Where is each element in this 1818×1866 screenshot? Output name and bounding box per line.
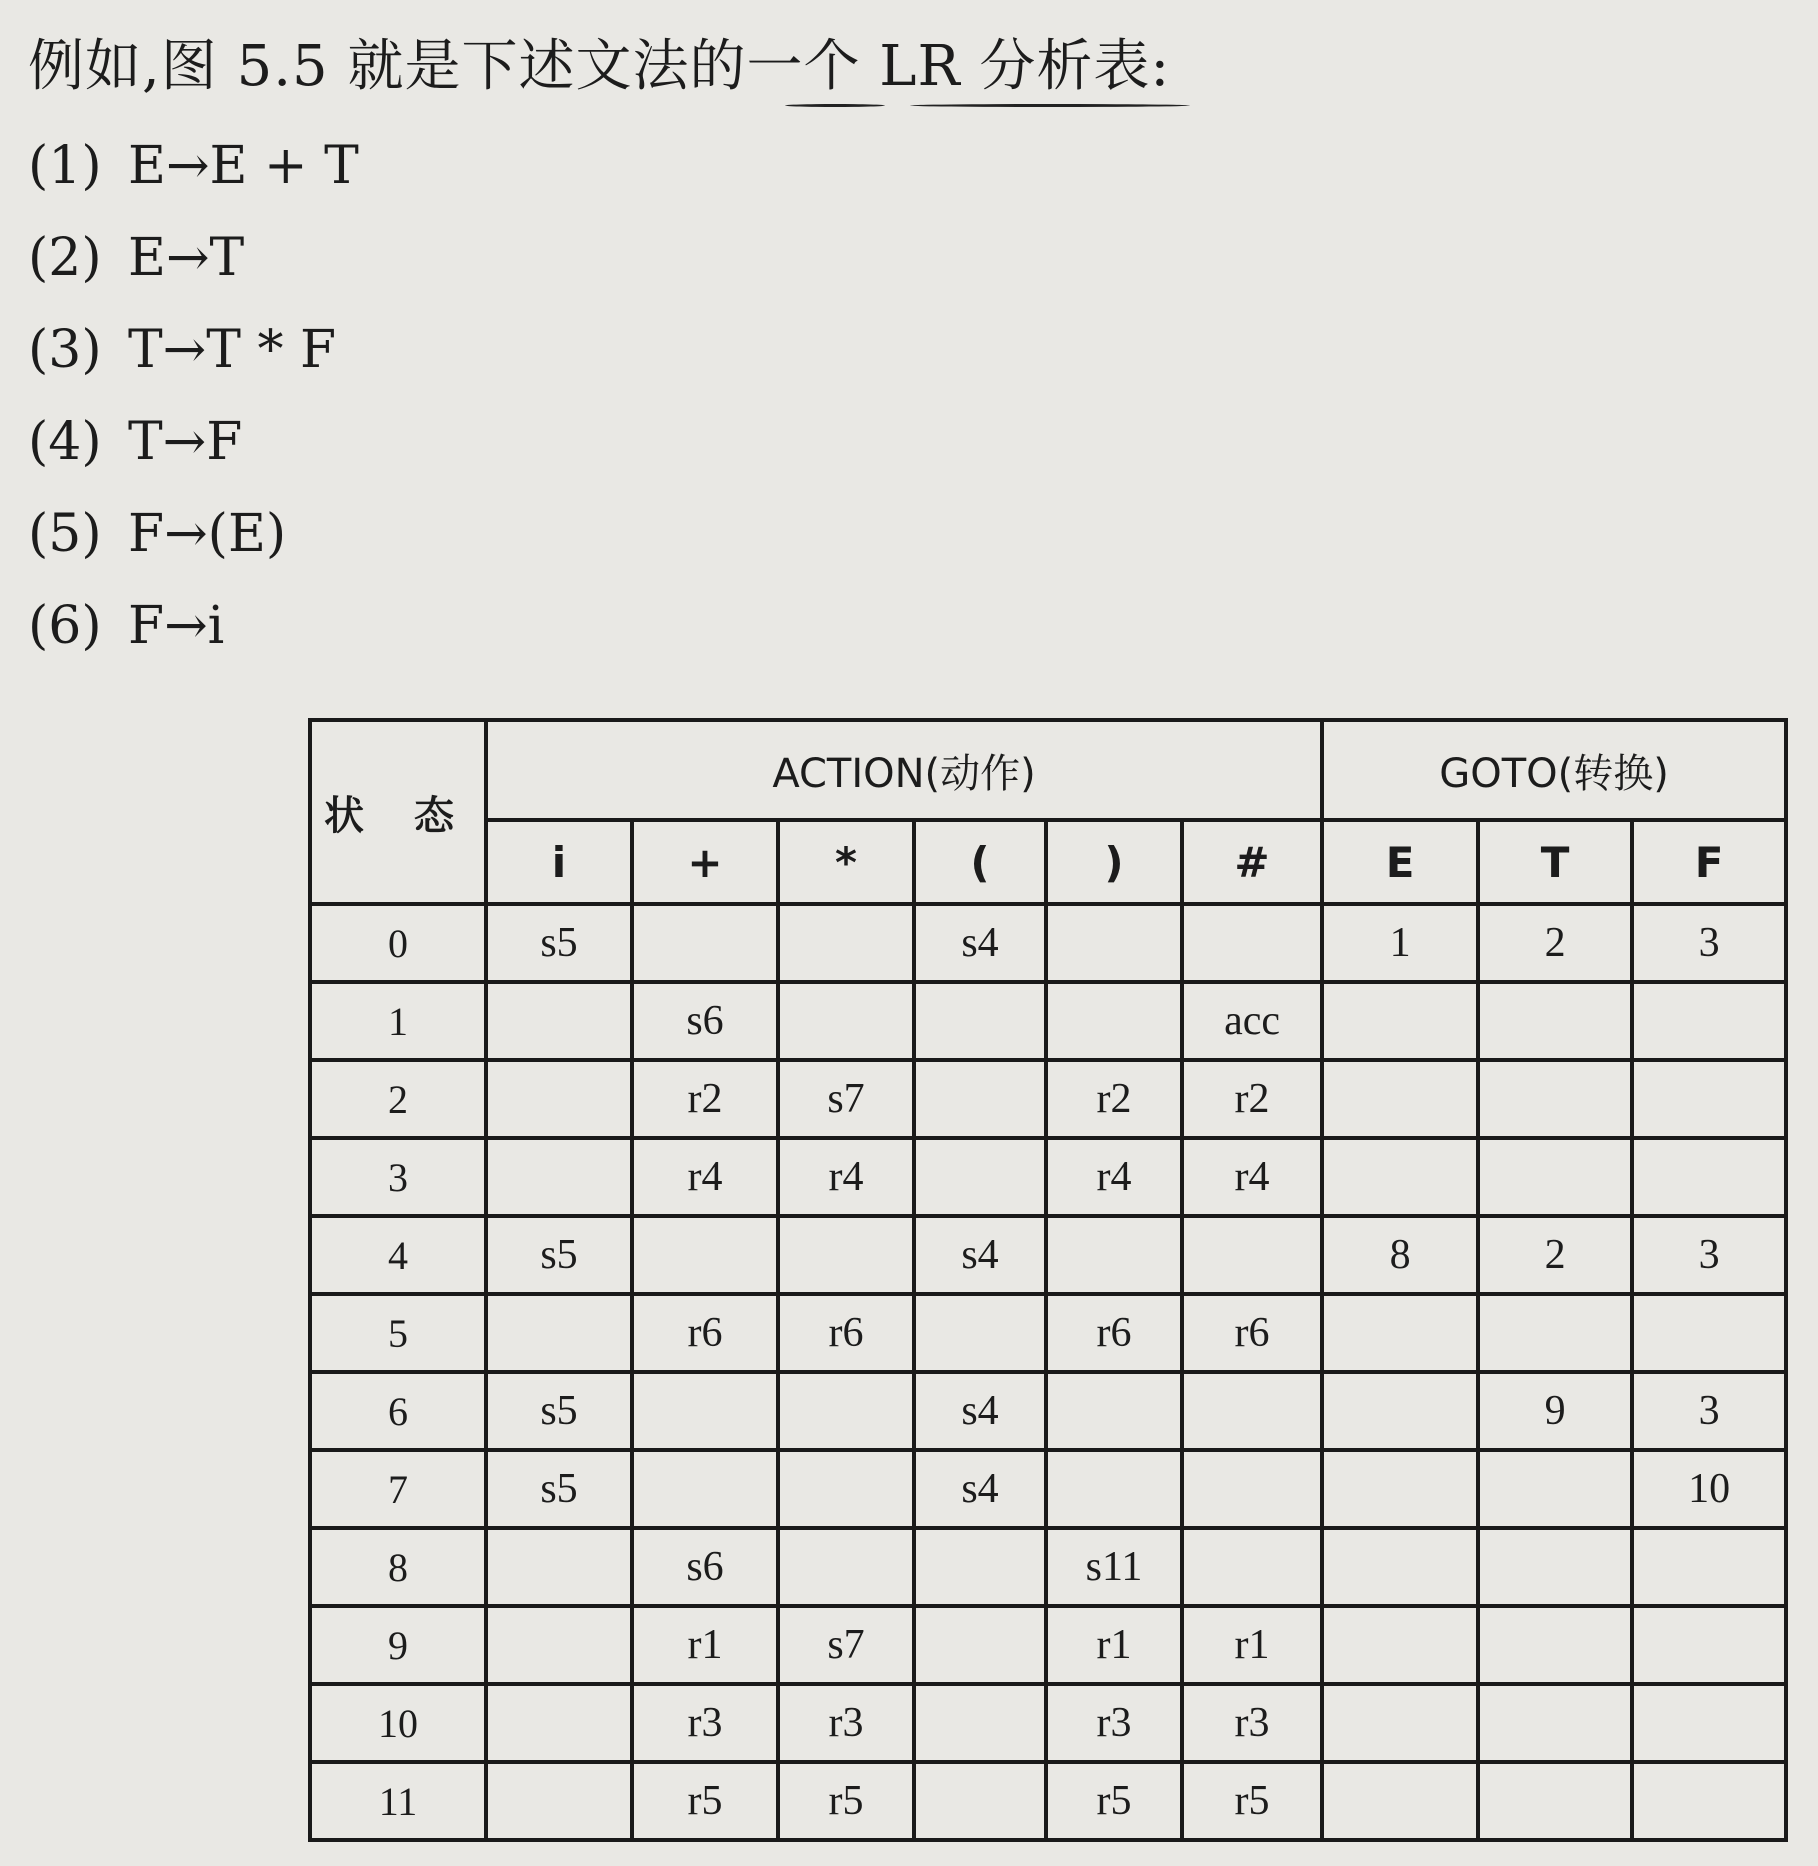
- column-header: ): [1046, 820, 1182, 904]
- column-header: F: [1632, 820, 1786, 904]
- action-cell: [1046, 1450, 1182, 1528]
- goto-cell: 1: [1322, 904, 1478, 982]
- goto-header: GOTO(转换): [1322, 720, 1786, 820]
- column-header: *: [778, 820, 914, 904]
- column-header: E: [1322, 820, 1478, 904]
- goto-cell: [1322, 1762, 1478, 1840]
- action-cell: s7: [778, 1060, 914, 1138]
- goto-cell: [1632, 1294, 1786, 1372]
- table-body: [310, 904, 1786, 1840]
- column-header: i: [486, 820, 632, 904]
- goto-cell: [1322, 1684, 1478, 1762]
- state-cell: 1: [310, 982, 486, 1060]
- action-cell: [632, 1216, 778, 1294]
- rule-number: (5): [28, 504, 102, 564]
- state-cell: 8: [310, 1528, 486, 1606]
- action-cell: s11: [1046, 1528, 1182, 1606]
- action-cell: r5: [1046, 1762, 1182, 1840]
- goto-cell: [1478, 1138, 1632, 1216]
- goto-cell: [1632, 1138, 1786, 1216]
- action-cell: r3: [632, 1684, 778, 1762]
- rule-number: (1): [28, 136, 102, 196]
- action-cell: r5: [632, 1762, 778, 1840]
- goto-cell: [1478, 1294, 1632, 1372]
- action-cell: r6: [1182, 1294, 1322, 1372]
- action-header: ACTION(动作): [486, 720, 1322, 820]
- action-cell: [632, 904, 778, 982]
- goto-cell: 3: [1632, 1372, 1786, 1450]
- rule-production: E→T: [128, 228, 245, 288]
- column-header: T: [1478, 820, 1632, 904]
- action-cell: [914, 1606, 1046, 1684]
- goto-cell: [1632, 1606, 1786, 1684]
- goto-cell: 2: [1478, 1216, 1632, 1294]
- action-cell: [1046, 982, 1182, 1060]
- action-cell: r3: [1046, 1684, 1182, 1762]
- action-cell: [486, 1294, 632, 1372]
- goto-cell: 3: [1632, 1216, 1786, 1294]
- action-cell: [914, 1528, 1046, 1606]
- table-row: [310, 1138, 1786, 1216]
- state-cell: 6: [310, 1372, 486, 1450]
- table-row: [310, 1372, 1786, 1450]
- state-cell: 11: [310, 1762, 486, 1840]
- action-cell: r1: [1182, 1606, 1322, 1684]
- rule-number: (2): [28, 228, 102, 288]
- action-cell: r5: [778, 1762, 914, 1840]
- action-cell: s4: [914, 1216, 1046, 1294]
- action-cell: r5: [1182, 1762, 1322, 1840]
- goto-cell: 8: [1322, 1216, 1478, 1294]
- action-cell: [778, 1372, 914, 1450]
- action-cell: r6: [778, 1294, 914, 1372]
- goto-cell: 2: [1478, 904, 1632, 982]
- action-cell: [1046, 1372, 1182, 1450]
- action-cell: [632, 1372, 778, 1450]
- goto-cell: [1322, 1606, 1478, 1684]
- state-header: 状 态: [310, 720, 486, 904]
- action-cell: r4: [1182, 1138, 1322, 1216]
- action-cell: [1182, 1216, 1322, 1294]
- goto-cell: 3: [1632, 904, 1786, 982]
- action-cell: acc: [1182, 982, 1322, 1060]
- goto-cell: [1632, 1762, 1786, 1840]
- action-cell: r4: [1046, 1138, 1182, 1216]
- action-cell: [632, 1450, 778, 1528]
- action-cell: [778, 1450, 914, 1528]
- goto-cell: [1478, 1060, 1632, 1138]
- table-row: [310, 904, 1786, 982]
- action-cell: [778, 1216, 914, 1294]
- action-cell: [1046, 1216, 1182, 1294]
- action-cell: [914, 1138, 1046, 1216]
- action-cell: s6: [632, 1528, 778, 1606]
- action-cell: [486, 1606, 632, 1684]
- action-cell: [914, 1294, 1046, 1372]
- rule-production: E→E + T: [128, 136, 359, 196]
- action-cell: [1182, 1528, 1322, 1606]
- table-row: [310, 1606, 1786, 1684]
- goto-cell: [1322, 1372, 1478, 1450]
- goto-cell: [1322, 1528, 1478, 1606]
- goto-cell: [1632, 1684, 1786, 1762]
- table-row: [310, 982, 1786, 1060]
- goto-cell: [1632, 982, 1786, 1060]
- action-cell: [1182, 904, 1322, 982]
- goto-cell: [1322, 1060, 1478, 1138]
- action-cell: r2: [632, 1060, 778, 1138]
- grammar-rule: [28, 212, 359, 304]
- action-cell: s5: [486, 1216, 632, 1294]
- goto-cell: [1478, 1684, 1632, 1762]
- action-cell: [1046, 904, 1182, 982]
- table-row: [310, 1060, 1786, 1138]
- action-cell: s6: [632, 982, 778, 1060]
- goto-cell: 10: [1632, 1450, 1786, 1528]
- state-cell: 10: [310, 1684, 486, 1762]
- action-cell: s4: [914, 904, 1046, 982]
- grammar-rule: [28, 580, 359, 672]
- table-row: [310, 1684, 1786, 1762]
- state-cell: 2: [310, 1060, 486, 1138]
- action-cell: s7: [778, 1606, 914, 1684]
- action-cell: s5: [486, 904, 632, 982]
- action-cell: s5: [486, 1372, 632, 1450]
- grammar-rules: [28, 120, 359, 672]
- state-cell: 9: [310, 1606, 486, 1684]
- table-row: [310, 1216, 1786, 1294]
- lr-parse-table: [308, 718, 1788, 1842]
- rule-number: (4): [28, 412, 102, 472]
- rule-production: T→T * F: [128, 320, 337, 380]
- goto-cell: [1478, 1528, 1632, 1606]
- goto-cell: [1632, 1528, 1786, 1606]
- action-cell: [486, 982, 632, 1060]
- goto-cell: [1322, 1450, 1478, 1528]
- action-cell: r3: [1182, 1684, 1322, 1762]
- state-cell: 3: [310, 1138, 486, 1216]
- state-cell: 5: [310, 1294, 486, 1372]
- goto-cell: [1478, 982, 1632, 1060]
- grammar-rule: [28, 396, 359, 488]
- action-cell: [486, 1138, 632, 1216]
- action-cell: r6: [1046, 1294, 1182, 1372]
- action-cell: [486, 1060, 632, 1138]
- action-cell: [914, 1684, 1046, 1762]
- rule-production: F→i: [128, 596, 225, 656]
- action-cell: s5: [486, 1450, 632, 1528]
- action-cell: [486, 1762, 632, 1840]
- goto-cell: [1478, 1762, 1632, 1840]
- grammar-rule: [28, 304, 359, 396]
- action-cell: s4: [914, 1372, 1046, 1450]
- state-cell: 0: [310, 904, 486, 982]
- action-cell: [1182, 1450, 1322, 1528]
- action-cell: [914, 1762, 1046, 1840]
- action-cell: [1182, 1372, 1322, 1450]
- action-cell: r2: [1182, 1060, 1322, 1138]
- goto-cell: [1478, 1450, 1632, 1528]
- action-cell: [486, 1528, 632, 1606]
- handwritten-underline: [785, 104, 885, 107]
- action-cell: r6: [632, 1294, 778, 1372]
- state-cell: 7: [310, 1450, 486, 1528]
- goto-cell: [1632, 1060, 1786, 1138]
- handwritten-underline: [910, 104, 1190, 107]
- table-row: [310, 1450, 1786, 1528]
- action-cell: [486, 1684, 632, 1762]
- grammar-rule: [28, 120, 359, 212]
- rule-production: T→F: [128, 412, 243, 472]
- column-header: #: [1182, 820, 1322, 904]
- action-cell: [778, 982, 914, 1060]
- action-cell: r4: [778, 1138, 914, 1216]
- action-cell: [914, 1060, 1046, 1138]
- intro-text: 例如,图 5.5 就是下述文法的一个 LR 分析表:: [28, 34, 1171, 99]
- action-cell: r3: [778, 1684, 914, 1762]
- goto-cell: [1322, 1138, 1478, 1216]
- rule-production: F→(E): [128, 504, 287, 564]
- table-row: [310, 1762, 1786, 1840]
- action-cell: [778, 1528, 914, 1606]
- goto-cell: [1478, 1606, 1632, 1684]
- column-header: (: [914, 820, 1046, 904]
- action-cell: r1: [1046, 1606, 1182, 1684]
- action-cell: [778, 904, 914, 982]
- table-row: [310, 1528, 1786, 1606]
- goto-cell: [1322, 1294, 1478, 1372]
- goto-cell: 9: [1478, 1372, 1632, 1450]
- goto-cell: [1322, 982, 1478, 1060]
- column-header: +: [632, 820, 778, 904]
- grammar-rule: [28, 488, 359, 580]
- action-cell: [914, 982, 1046, 1060]
- action-cell: r1: [632, 1606, 778, 1684]
- rule-number: (3): [28, 320, 102, 380]
- rule-number: (6): [28, 596, 102, 656]
- action-cell: r2: [1046, 1060, 1182, 1138]
- table-row: [310, 1294, 1786, 1372]
- action-cell: r4: [632, 1138, 778, 1216]
- state-cell: 4: [310, 1216, 486, 1294]
- action-cell: s4: [914, 1450, 1046, 1528]
